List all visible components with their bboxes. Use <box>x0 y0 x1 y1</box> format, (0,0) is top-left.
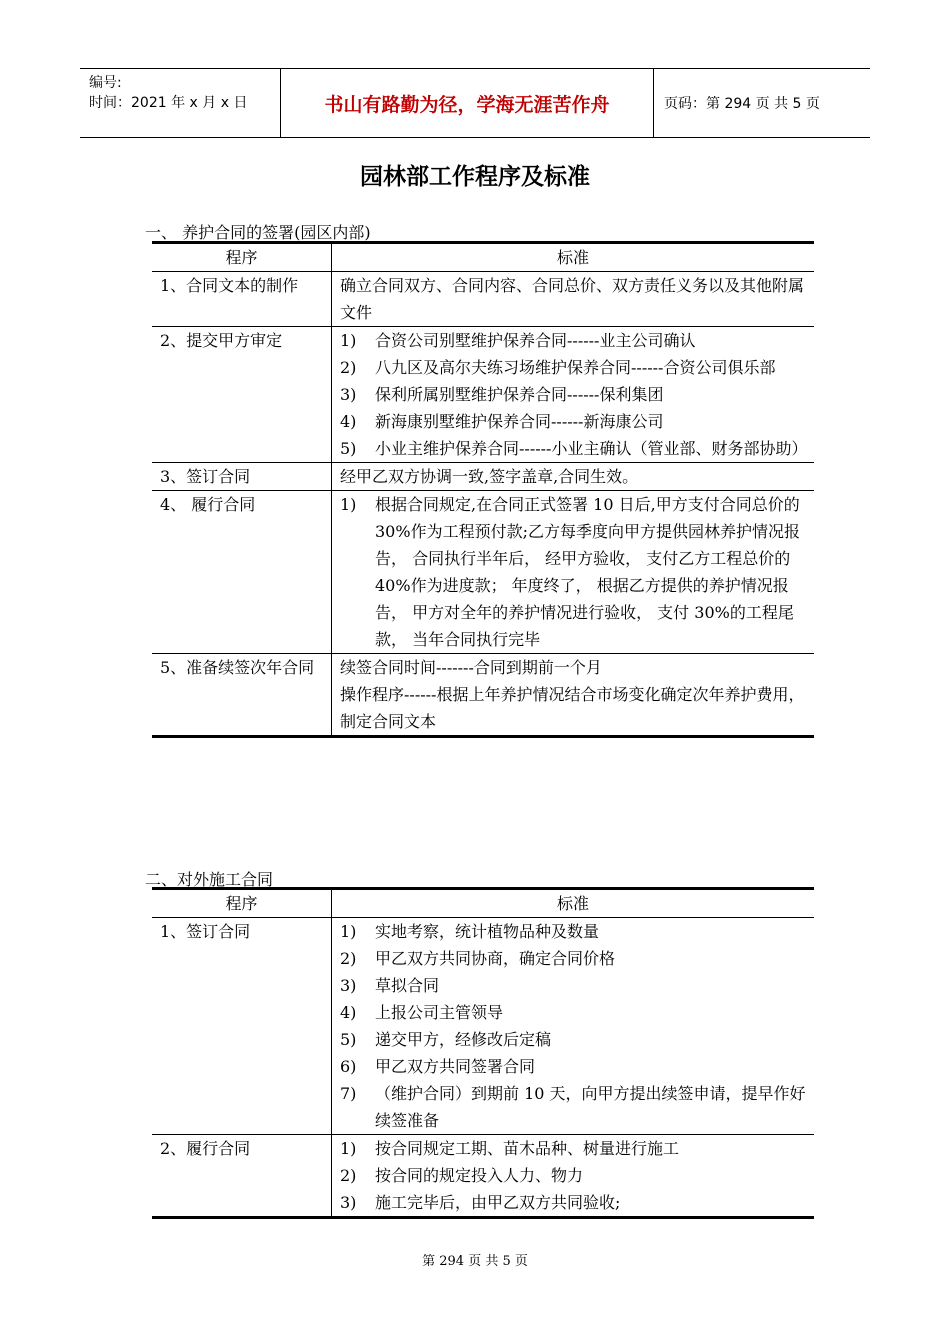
list-item <box>340 1135 810 1162</box>
list-item <box>340 354 810 381</box>
item-number: 6) <box>340 1057 357 1076</box>
item-text: 保利所属别墅维护保养合同------保利集团 <box>375 385 664 404</box>
standard-cell <box>332 654 815 737</box>
list-item <box>340 1080 810 1134</box>
table-row <box>152 654 814 737</box>
table-header-row <box>152 889 814 918</box>
table-header-row <box>152 243 814 272</box>
item-text: 小业主维护保养合同------小业主确认（管业部、财务部协助） <box>375 439 808 458</box>
item-number: 2) <box>340 1166 357 1185</box>
table-row <box>152 327 814 463</box>
item-number: 3) <box>340 976 357 995</box>
page-footer: 第 294 页 共 5 页 <box>422 1254 528 1269</box>
list-item <box>340 1053 810 1080</box>
list-item <box>340 408 810 435</box>
time-label: 时间：2021 年 x 月 x 日 <box>89 95 248 111</box>
list-item <box>340 999 810 1026</box>
table-row <box>152 491 814 654</box>
item-text: 按合同的规定投入人力、物力 <box>375 1166 584 1185</box>
list-item <box>340 435 810 462</box>
procedure-cell: 1、合同文本的制作 <box>152 272 332 327</box>
list-item <box>340 1189 810 1216</box>
list-item <box>340 918 810 945</box>
item-text: 八九区及高尔夫练习场维护保养合同------合资公司俱乐部 <box>375 358 776 377</box>
item-text: 甲乙双方共同签署合同 <box>375 1057 536 1076</box>
header-motto: 书山有路勤为径，学海无涯苦作舟 <box>281 69 654 137</box>
standard-cell <box>332 327 815 463</box>
list-item <box>340 381 810 408</box>
procedure-cell: 3、签订合同 <box>152 463 332 491</box>
item-text: 续签合同时间-------合同到期前一个月 <box>340 658 602 677</box>
table-row <box>152 1135 814 1218</box>
list-item <box>340 945 810 972</box>
list-item <box>340 463 810 490</box>
item-number: 2) <box>340 358 357 377</box>
item-text: 操作程序------根据上年养护情况结合市场变化确定次年养护费用，制定合同文本 <box>340 685 805 731</box>
item-text: （维护合同）到期前 10 天，向甲方提出续签申请，提早作好续签准备 <box>375 1084 806 1130</box>
item-text: 甲乙双方共同协商，确定合同价格 <box>375 949 616 968</box>
list-item <box>340 681 810 735</box>
section1-table <box>152 241 814 738</box>
item-number: 5) <box>340 439 357 458</box>
column-header-standard: 标准 <box>332 243 815 272</box>
list-item <box>340 272 810 326</box>
standard-cell <box>332 463 815 491</box>
list-item <box>340 1162 810 1189</box>
list-item <box>340 972 810 999</box>
item-text: 根据合同规定,在合同正式签署 10 日后,甲方支付合同总价的 30%作为工程预付款;乙方每季度向甲方提供园林养护情况报告， 合同执行半年后， 经甲方验收， 支付乙方工程总价的 40%作为进度款； 年度终了， 根据乙方提供的养护情况报告， 甲方对全年的养护情况进行验收， 支付 30%的工程尾款， 当年合同执行完毕 <box>375 495 800 649</box>
item-text: 经甲乙双方协调一致,签字盖章,合同生效。 <box>340 467 639 486</box>
document-title: 园林部工作程序及标准 <box>360 164 590 190</box>
number-label: 编号: <box>89 75 122 91</box>
procedure-cell: 2、履行合同 <box>152 1135 332 1218</box>
item-number: 3) <box>340 1193 357 1212</box>
item-text: 施工完毕后，由甲乙双方共同验收; <box>375 1193 621 1212</box>
procedure-cell: 2、提交甲方审定 <box>152 327 332 463</box>
item-text: 上报公司主管领导 <box>375 1003 504 1022</box>
item-number: 4) <box>340 412 357 431</box>
item-number: 3) <box>340 385 357 404</box>
item-number: 1) <box>340 331 357 350</box>
item-text: 新海康别墅维护保养合同------新海康公司 <box>375 412 664 431</box>
item-text: 递交甲方，经修改后定稿 <box>375 1030 552 1049</box>
item-text: 实地考察，统计植物品种及数量 <box>375 922 600 941</box>
procedure-cell: 1、签订合同 <box>152 918 332 1135</box>
item-number: 7) <box>340 1084 357 1103</box>
item-number: 4) <box>340 1003 357 1022</box>
table-row <box>152 463 814 491</box>
item-text: 确立合同双方、合同内容、合同总价、双方责任义务以及其他附属文件 <box>340 276 805 322</box>
item-text: 草拟合同 <box>375 976 440 995</box>
section2-table <box>152 887 814 1219</box>
item-number: 1) <box>340 495 357 514</box>
list-item <box>340 327 810 354</box>
item-number: 5) <box>340 1030 357 1049</box>
item-number: 1) <box>340 922 357 941</box>
standard-cell <box>332 1135 815 1218</box>
standard-cell <box>332 918 815 1135</box>
column-header-standard: 标准 <box>332 889 815 918</box>
section2-heading: 二、对外施工合同 <box>145 870 274 889</box>
item-number: 1) <box>340 1139 357 1158</box>
standard-cell <box>332 491 815 654</box>
procedure-cell: 4、 履行合同 <box>152 491 332 654</box>
table-row <box>152 918 814 1135</box>
list-item <box>340 654 810 681</box>
list-item <box>340 491 810 653</box>
list-item <box>340 1026 810 1053</box>
column-header-procedure: 程序 <box>152 243 332 272</box>
item-text: 按合同规定工期、苗木品种、树量进行施工 <box>375 1139 680 1158</box>
header-page-info: 页码：第 294 页 共 5 页 <box>664 96 820 112</box>
item-number: 2) <box>340 949 357 968</box>
page-header <box>80 68 870 138</box>
table-row <box>152 272 814 327</box>
column-header-procedure: 程序 <box>152 889 332 918</box>
item-text: 合资公司别墅维护保养合同------业主公司确认 <box>375 331 696 350</box>
header-meta <box>80 69 281 137</box>
procedure-cell: 5、准备续签次年合同 <box>152 654 332 737</box>
standard-cell <box>332 272 815 327</box>
section1-heading: 一、 养护合同的签署(园区内部) <box>145 223 371 242</box>
